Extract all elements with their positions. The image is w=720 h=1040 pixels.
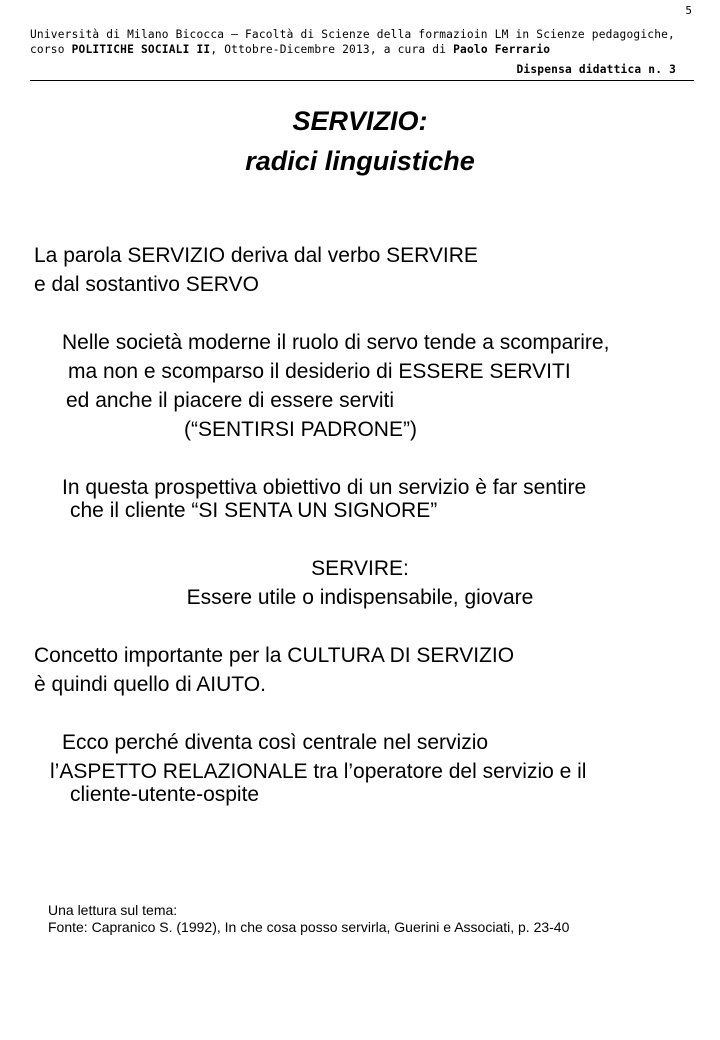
header-institution-line: Università di Milano Bicocca – Facoltà di Scienze della formazioin LM in Scienze pedagogiche, <box>30 28 675 41</box>
title-line-1: SERVIZIO: <box>292 106 428 136</box>
paragraph-2-line-3: ed anche il piacere di essere serviti <box>66 389 395 412</box>
title-line-2: radici linguistiche <box>245 146 475 176</box>
header-course-line <box>30 43 550 56</box>
paragraph-1-line-1: La parola SERVIZIO deriva dal verbo SERVIRE <box>34 244 478 267</box>
definition-text: Essere utile o indispensabile, giovare <box>186 586 534 609</box>
paragraph-2-line-2: ma non e scomparso il desiderio di ESSERE SERVITI <box>68 360 571 383</box>
header-divider <box>30 80 694 81</box>
paragraph-2-line-4: (“SENTIRSI PADRONE”) <box>184 418 417 441</box>
header-course-date: , Ottobre-Dicembre 2013, a cura di <box>210 43 454 56</box>
paragraph-2-line-1: Nelle società moderne il ruolo di servo tende a scomparire, <box>62 331 610 354</box>
paragraph-3-line-2: che il cliente “SI SENTA UN SIGNORE” <box>70 499 438 522</box>
paragraph-3-line-1: In questa prospettiva obiettivo di un servizio è far sentire <box>62 476 587 499</box>
dispensa-label: Dispensa didattica n. 3 <box>516 63 676 76</box>
paragraph-1-line-2: e dal sostantivo SERVO <box>34 273 259 296</box>
footnote-intro: Una lettura sul tema: <box>48 902 178 918</box>
paragraph-5-line-1: Ecco perché diventa così centrale nel servizio <box>62 731 489 754</box>
header-course-name: POLITICHE SOCIALI II <box>71 43 211 56</box>
header-course-prefix: corso <box>30 43 72 56</box>
paragraph-5-line-2: l’ASPETTO RELAZIONALE tra l’operatore del servizio e il <box>50 760 587 783</box>
footnote-source: Fonte: Capranico S. (1992), In che cosa posso servirla, Guerini e Associati, p. 23-40 <box>48 919 570 935</box>
paragraph-4-line-1: Concetto importante per la CULTURA DI SERVIZIO <box>34 644 515 667</box>
definition-term: SERVIRE: <box>311 557 409 580</box>
page-number: 5 <box>685 4 692 17</box>
paragraph-5-line-3: cliente-utente-ospite <box>70 783 260 806</box>
paragraph-4-line-2: è quindi quello di AIUTO. <box>34 673 266 696</box>
header-author: Paolo Ferrario <box>453 43 551 56</box>
